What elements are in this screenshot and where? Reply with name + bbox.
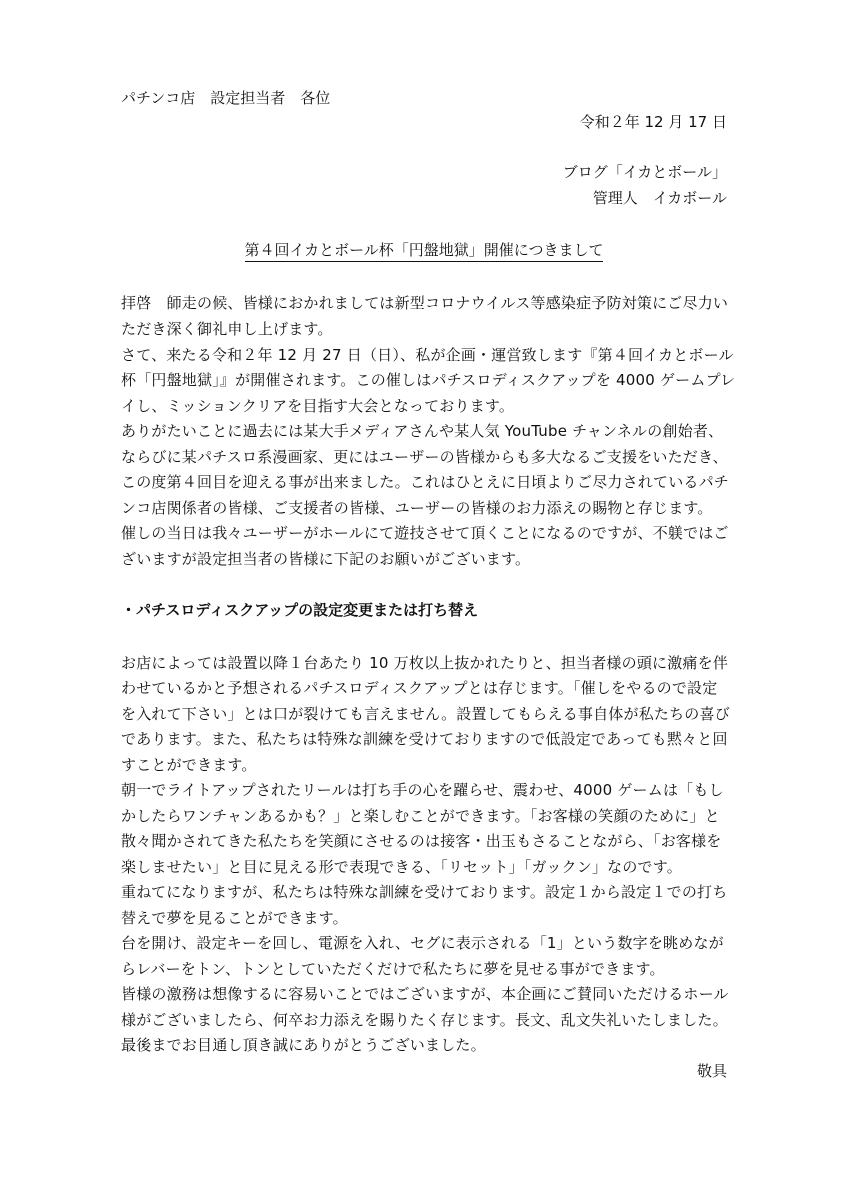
- date: 令和２年 12 月 17 日: [579, 113, 727, 131]
- body-line: 皆様の激務は想像するに容易いことではございますが、本企画にご賛同いただけるホール: [121, 985, 729, 1003]
- intro-line: ありがたいことに過去には某大手メディアさんや某人気 YouTube チャンネルの創始者、: [121, 422, 724, 440]
- intro-line: ただき深く御礼申し上げます。: [121, 320, 333, 338]
- body-line: かしたらワンチャンあるかも？」と楽しむことができます。「お客様の笑顔のために」と: [121, 807, 720, 825]
- intro-line: 杯「円盤地獄」』が開催されます。この催しはパチスロディスクアップを 4000 ゲームプレ: [121, 371, 736, 389]
- intro-line: 拝啓 師走の候、皆様におかれましては新型コロナウイルス等感染症予防対策にご尽力い: [121, 294, 729, 312]
- sender-name: 管理人 イカボール: [592, 189, 727, 207]
- body-line: 様がございましたら、何卒お力添えを賜りたく存じます。長文、乱文失礼いたしました。: [121, 1011, 728, 1029]
- body-line: であります。また、私たちは特殊な訓練を受けておりますので低設定であっても黙々と回: [121, 730, 728, 748]
- body-line: 朝一でライトアップされたリールは打ち手の心を躍らせ、震わせ、4000 ゲームは「もし: [121, 781, 724, 799]
- body-line: を入れて下さい」とは口が裂けても言えません。設置してもらえる事自体が私たちの喜び: [121, 705, 730, 723]
- intro-line: ンコ店関係者の皆様、ご支援者の皆様、ユーザーの皆様のお力添えの賜物と存じます。: [121, 499, 713, 517]
- body-line: 楽しませたい」と目に見える形で表現できる、「リセット」「ガックン」なのです。: [121, 858, 682, 876]
- body-line: 散々聞かされてきた私たちを笑顔にさせるのは接客・出玉もさることながら、「お客様を: [121, 832, 722, 850]
- intro-line: この度第４回目を迎える事が出来ました。これはひとえに日頃よりご尽力されているパチ: [121, 473, 730, 491]
- body-line: わせているかと予想されるパチスロディスクアップとは存じます。「催しをやるので設定: [121, 679, 718, 697]
- intro-line: ならびに某パチスロ系漫画家、更にはユーザーの皆様からも多大なるご支援をいただき、: [121, 448, 728, 466]
- body-line: らレバーをトン、トンとしていただくだけで私たちに夢を見せる事ができます。: [121, 960, 665, 978]
- body-line: お店によっては設置以降１台あたり 10 万枚以上抜かれたりと、担当者様の頭に激痛を伴: [121, 654, 729, 672]
- intro-line: イし、ミッションクリアを目指す大会となっております。: [121, 397, 515, 415]
- letter-title-text: 第４回イカとボール杯「円盤地獄」開催につきまして: [245, 240, 604, 262]
- intro-line: さて、来たる令和２年 12 月 27 日（日）、私が企画・運営致します『第４回イカとボール: [121, 346, 734, 364]
- intro-line: 催しの当日は我々ユーザーがホールにて遊技させて頂くことになるのですが、不躾ではご: [121, 524, 729, 542]
- section-heading: ・パチスロディスクアップの設定変更または打ち替え: [121, 601, 479, 619]
- letter-title: [0, 240, 848, 262]
- body-line: すことができます。: [121, 756, 257, 774]
- closing: 敬具: [696, 1062, 727, 1080]
- body-line: 台を開け、設定キーを回し、電源を入れ、セグに表示される「1」という数字を眺めなが: [121, 934, 724, 952]
- body-line: 最後までお目通し頂き誠にありがとうございました。: [121, 1036, 486, 1054]
- sender-blog: ブログ「イカとボール」: [562, 163, 727, 181]
- intro-line: ざいますが設定担当者の皆様に下記のお願いがございます。: [121, 550, 531, 568]
- body-line: 重ねてになりますが、私たちは特殊な訓練を受けております。設定１から設定１での打ち: [121, 883, 728, 901]
- body-line: 替えで夢を見ることができます。: [121, 909, 348, 927]
- addressee: パチンコ店 設定担当者 各位: [121, 89, 331, 107]
